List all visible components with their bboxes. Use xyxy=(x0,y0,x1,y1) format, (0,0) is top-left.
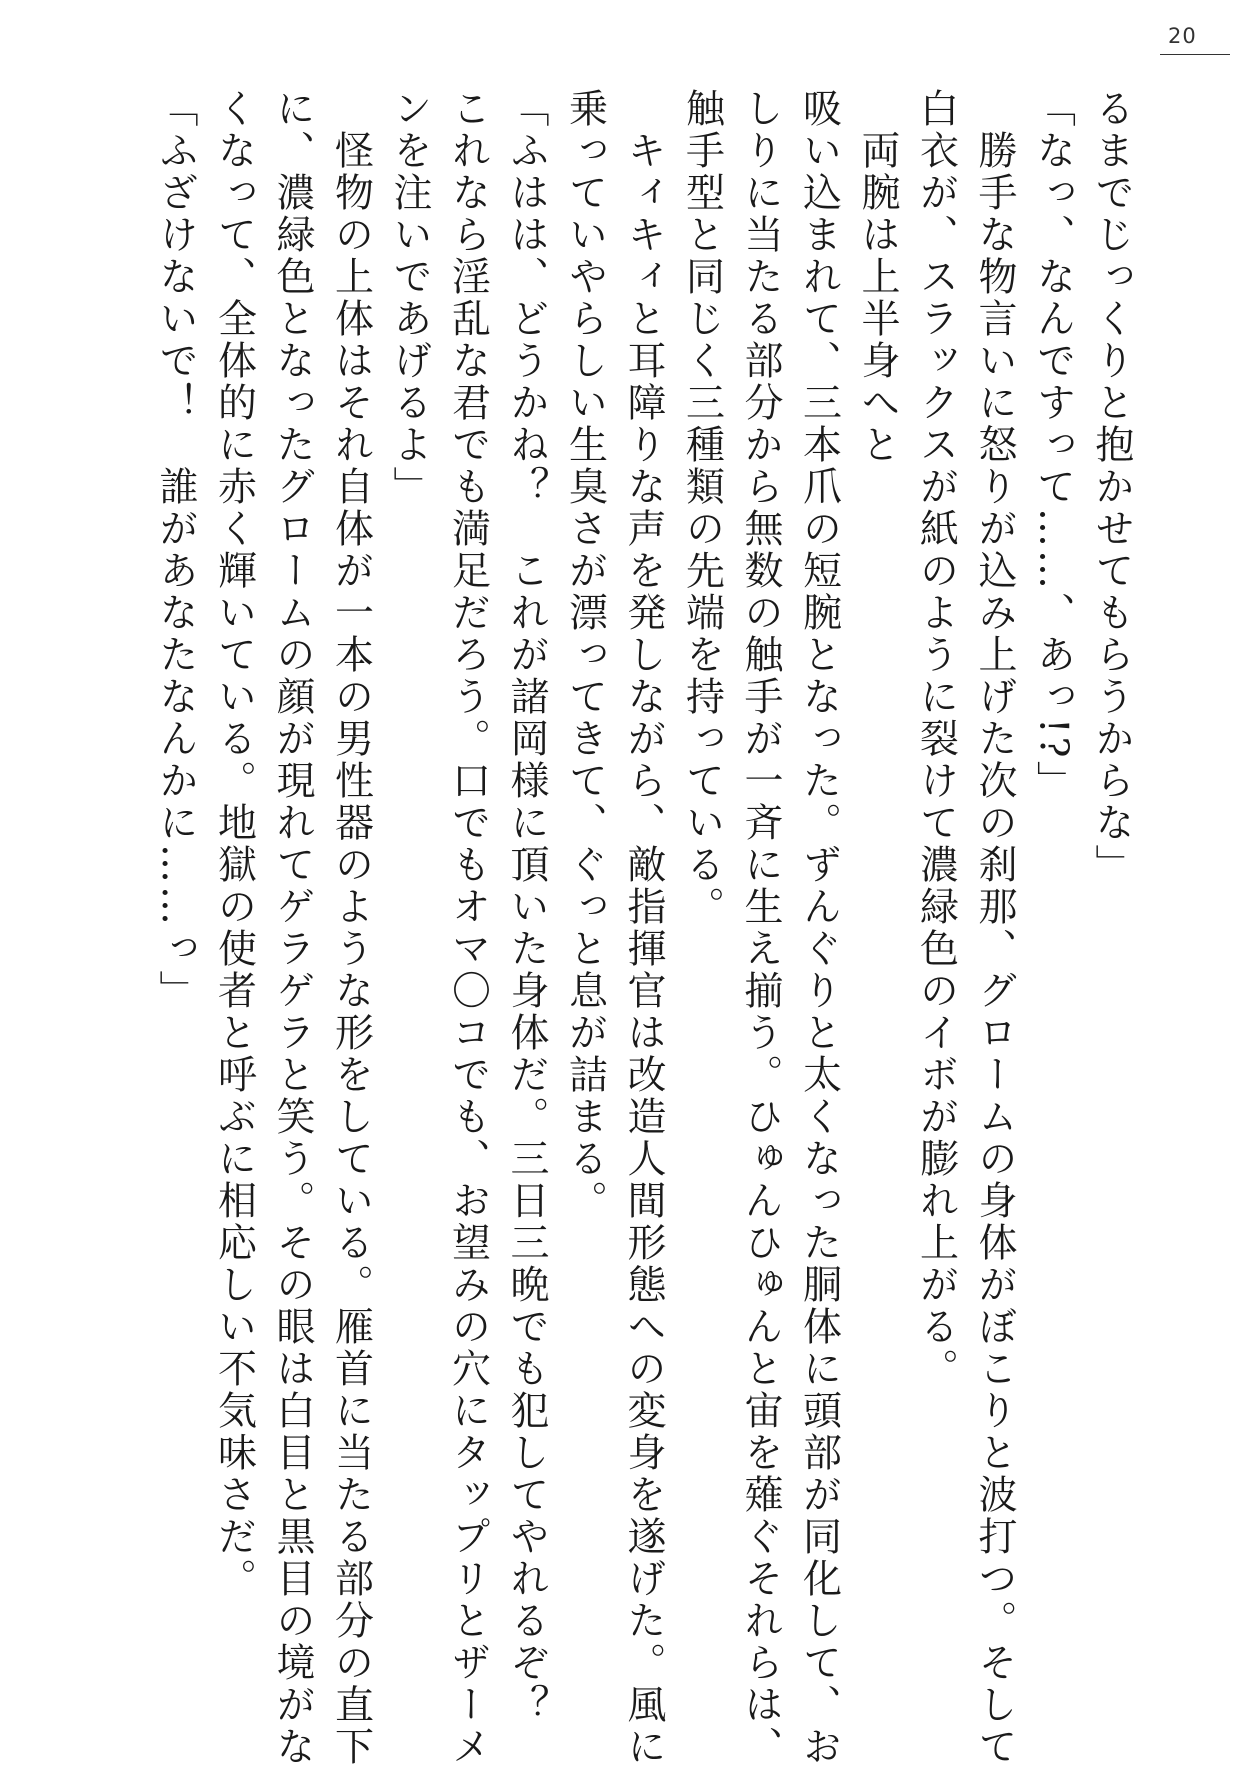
text-line: しりに当たる部分から無数の触手が一斉に生え揃う。ひゅんひゅんと宙を薙ぐそれらは、 xyxy=(738,88,783,1768)
text-line: 怪物の上体はそれ自体が一本の男性器のような形をしている。雁首に当たる部分の直下 xyxy=(328,88,374,1768)
text-line: 「ふざけないで！ 誰があなたなんかに……っ」 xyxy=(153,88,198,1012)
text-line: 両腕は上半身へと xyxy=(855,88,900,466)
text-line: くなって、全体的に赤く輝いている。地獄の使者と呼ぶに相応しい不気味さだ。 xyxy=(211,88,257,1600)
text-line: 乗っていやらしい生臭さが漂ってきて、ぐっと息が詰まる。 xyxy=(562,88,608,1222)
text-line: 「なっ、なんですって……、あっ!?」 xyxy=(1030,88,1076,803)
text-line: るまでじっくりと抱かせてもらうからな」 xyxy=(1089,88,1134,886)
text-line: 「ふはは、どうかね？ これが諸岡様に頂いた身体だ。三日三晩でも犯してやれるぞ？ xyxy=(504,88,549,1726)
text-line: 吸い込まれて、三本爪の短腕となった。ずんぐりと太くなった胴体に頭部が同化して、お xyxy=(796,88,842,1768)
page-number-rule xyxy=(1160,54,1230,55)
text-line: キィキィと耳障りな声を発しながら、敵指揮官は改造人間形態への変身を遂げた。風に xyxy=(621,88,666,1768)
text-line: に、濃緑色となったグロームの顔が現れてゲラゲラと笑う。その眼は白目と黒目の境がな xyxy=(270,88,315,1768)
vertical-text-body xyxy=(115,88,1140,1768)
text-line: 触手型と同じく三種類の先端を持っている。 xyxy=(679,88,725,928)
text-line: これなら淫乱な君でも満足だろう。口でもオマ〇コでも、お望みの穴にタップリとザーメ xyxy=(445,88,491,1768)
text-line: 白衣が、スラックスが紙のように裂けて濃緑色のイボが膨れ上がる。 xyxy=(913,88,959,1390)
page-number: 20 xyxy=(1168,24,1197,48)
text-line: 勝手な物言いに怒りが込み上げた次の刹那、グロームの身体がぼこりと波打つ。そして xyxy=(972,88,1017,1768)
text-line: ンを注いであげるよ」 xyxy=(387,88,432,508)
